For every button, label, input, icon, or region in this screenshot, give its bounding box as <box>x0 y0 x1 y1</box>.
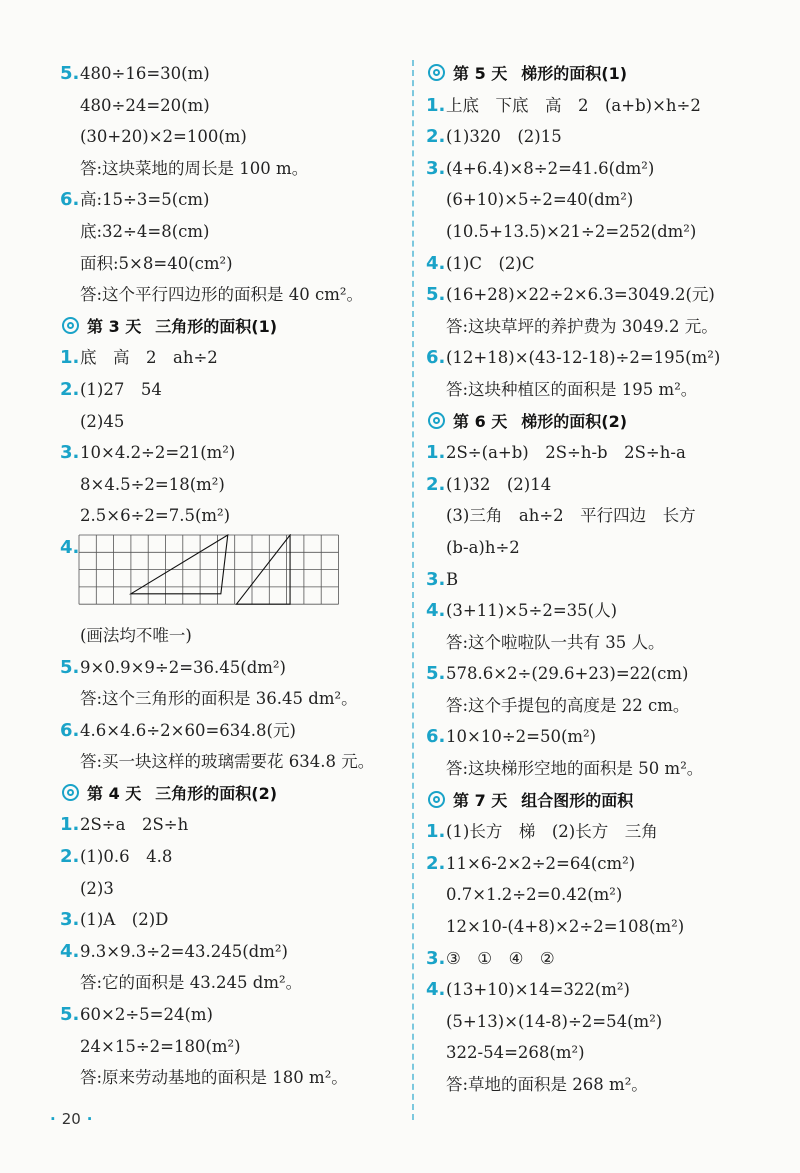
circle-bullet-icon <box>62 784 79 801</box>
answer-line <box>426 153 786 185</box>
answer-continuation <box>60 1062 405 1094</box>
answer-line <box>60 841 405 873</box>
answer-text: 答:这个手提包的高度是 22 cm。 <box>446 695 690 715</box>
answer-line <box>60 437 405 469</box>
answer-line <box>60 652 405 684</box>
answer-text: 答:这个平行四边形的面积是 40 cm²。 <box>80 285 364 305</box>
answer-continuation <box>426 911 786 943</box>
answer-continuation <box>426 216 786 248</box>
section-title: 三角形的面积(1) <box>155 316 278 336</box>
answer-text: (30+20)×2=100(m) <box>80 127 247 147</box>
answer-text: ③ ① ④ ② <box>446 948 555 968</box>
answer-continuation <box>60 500 405 532</box>
answer-continuation <box>426 184 786 216</box>
footer-dot-icon: · <box>50 1110 56 1128</box>
question-number: 4. <box>426 979 446 1001</box>
answer-continuation <box>60 1031 405 1063</box>
answer-text: (3+11)×5÷2=35(人) <box>446 601 618 621</box>
section-day: 第 7 天 <box>453 790 508 810</box>
section-heading <box>426 785 786 817</box>
answer-text: 10×10÷2=50(m²) <box>446 727 597 747</box>
question-number: 2. <box>426 852 446 874</box>
answer-text: (1)27 54 <box>80 379 162 399</box>
answer-text: 4.6×4.6÷2×60=634.8(元) <box>80 720 296 740</box>
page-footer <box>44 1110 99 1128</box>
answer-text: 24×15÷2=180(m²) <box>80 1036 241 1056</box>
section-day: 第 4 天 <box>87 783 142 803</box>
answer-line <box>60 999 405 1031</box>
answer-text: (1)320 (2)15 <box>446 127 562 147</box>
answer-continuation <box>426 311 786 343</box>
answer-line <box>60 936 405 968</box>
answer-line <box>426 943 786 975</box>
question-number: 4. <box>426 600 446 622</box>
answer-line <box>60 58 405 90</box>
question-number: 3. <box>426 568 446 590</box>
answer-text: 答:买一块这样的玻璃需要花 634.8 元。 <box>80 752 375 772</box>
answer-continuation <box>426 690 786 722</box>
circle-bullet-icon <box>428 412 445 429</box>
answer-text: (1)长方 梯 (2)长方 三角 <box>446 822 658 842</box>
question-number: 2. <box>426 126 446 148</box>
answer-text: (b-a)h÷2 <box>446 537 520 557</box>
answer-text: 2S÷(a+b) 2S÷h-b 2S÷h-a <box>446 443 686 463</box>
section-heading <box>426 58 786 90</box>
answer-continuation <box>60 216 405 248</box>
grid-answer <box>60 532 405 620</box>
answer-text: (10.5+13.5)×21÷2=252(dm²) <box>446 221 697 241</box>
answer-text: B <box>446 569 459 589</box>
answer-text: 11×6-2×2÷2=64(cm²) <box>446 853 636 873</box>
section-title: 三角形的面积(2) <box>155 783 278 803</box>
answer-line <box>60 904 405 936</box>
answer-text: 60×2÷5=24(m) <box>80 1005 213 1025</box>
question-number: 1. <box>426 94 446 116</box>
answer-text: 2S÷a 2S÷h <box>80 815 189 835</box>
answer-line <box>60 715 405 747</box>
answer-line <box>426 848 786 880</box>
answer-continuation <box>60 121 405 153</box>
question-number: 1. <box>426 821 446 843</box>
answer-continuation <box>426 1037 786 1069</box>
question-number: 6. <box>60 189 80 211</box>
answer-line <box>426 595 786 627</box>
answer-text: 9.3×9.3÷2=43.245(dm²) <box>80 941 288 961</box>
answer-text: (1)A (2)D <box>80 910 169 930</box>
section-title: 梯形的面积(2) <box>521 411 628 431</box>
answer-continuation <box>60 406 405 438</box>
answer-text: 8×4.5÷2=18(m²) <box>80 474 225 494</box>
triangle-shape <box>131 535 228 594</box>
answer-text: 答:它的面积是 43.245 dm²。 <box>80 973 303 993</box>
answer-text: 480÷24=20(m) <box>80 95 210 115</box>
circle-bullet-icon <box>428 791 445 808</box>
answer-line <box>426 121 786 153</box>
answer-line <box>60 374 405 406</box>
answer-text: 答:这块种植区的面积是 195 m²。 <box>446 379 698 399</box>
circle-bullet-icon <box>62 317 79 334</box>
answer-text: 答:这个三角形的面积是 36.45 dm²。 <box>80 689 358 709</box>
question-number: 6. <box>60 719 80 741</box>
answer-text: 12×10-(4+8)×2÷2=108(m²) <box>446 917 685 937</box>
answer-text: (5+13)×(14-8)÷2=54(m²) <box>446 1011 663 1031</box>
answer-continuation <box>60 620 405 652</box>
answer-text: 答:这块草坪的养护费为 3049.2 元。 <box>446 316 718 336</box>
answer-text: (4+6.4)×8÷2=41.6(dm²) <box>446 158 655 178</box>
answer-continuation <box>60 90 405 122</box>
answer-text: (13+10)×14=322(m²) <box>446 980 630 1000</box>
right-column <box>426 58 786 1101</box>
answer-text: 答:这块菜地的周长是 100 m。 <box>80 158 309 178</box>
question-number: 4. <box>60 940 80 962</box>
answer-continuation <box>426 627 786 659</box>
answer-line <box>426 469 786 501</box>
question-number: 5. <box>60 63 80 84</box>
question-number: 3. <box>426 157 446 179</box>
answer-text: 答:这块梯形空地的面积是 50 m²。 <box>446 759 704 779</box>
answer-text: 面积:5×8=40(cm²) <box>80 253 233 273</box>
answer-continuation <box>60 967 405 999</box>
circle-bullet-icon <box>428 64 445 81</box>
question-number: 5. <box>60 656 80 678</box>
answer-continuation <box>426 374 786 406</box>
question-number: 3. <box>60 909 80 931</box>
answer-line <box>60 184 405 216</box>
answer-line <box>426 248 786 280</box>
question-number: 2. <box>60 846 80 868</box>
answer-line <box>60 342 405 374</box>
answer-line <box>60 809 405 841</box>
answer-text: (1)32 (2)14 <box>446 474 552 494</box>
answer-line <box>426 90 786 122</box>
answer-continuation <box>60 153 405 185</box>
answer-text: (12+18)×(43-12-18)÷2=195(m²) <box>446 348 721 368</box>
section-heading <box>426 406 786 438</box>
answer-continuation <box>426 500 786 532</box>
answer-continuation <box>426 879 786 911</box>
section-heading <box>60 311 405 343</box>
question-number: 5. <box>60 1004 80 1026</box>
answer-line <box>426 437 786 469</box>
answer-continuation <box>60 683 405 715</box>
question-number: 2. <box>60 378 80 400</box>
answer-text: 2.5×6÷2=7.5(m²) <box>80 506 231 526</box>
answer-line <box>426 279 786 311</box>
answer-text: (2)3 <box>80 878 114 898</box>
grid-drawing <box>78 534 340 605</box>
answer-text: 高:15÷3=5(cm) <box>80 190 210 210</box>
answer-text: 答:原来劳动基地的面积是 180 m²。 <box>80 1068 348 1088</box>
answer-continuation <box>60 746 405 778</box>
answer-text: 底 高 2 ah÷2 <box>80 348 218 368</box>
question-number: 4. <box>60 536 80 558</box>
answer-text: (3)三角 ah÷2 平行四边 长方 <box>446 506 696 526</box>
answer-line <box>426 816 786 848</box>
left-column <box>60 58 405 1094</box>
answer-continuation <box>426 1069 786 1101</box>
answer-text: (1)0.6 4.8 <box>80 847 173 867</box>
answer-continuation <box>60 873 405 905</box>
question-number: 1. <box>426 442 446 464</box>
answer-continuation <box>426 532 786 564</box>
footer-dot-icon: · <box>86 1110 93 1128</box>
answer-continuation <box>60 279 405 311</box>
question-number: 1. <box>60 814 80 836</box>
question-number: 3. <box>426 947 446 969</box>
question-number: 1. <box>60 347 80 369</box>
answer-text: (1)C (2)C <box>446 253 535 273</box>
answer-text: 0.7×1.2÷2=0.42(m²) <box>446 885 623 905</box>
answer-continuation <box>426 753 786 785</box>
section-day: 第 3 天 <box>87 316 142 336</box>
answer-continuation <box>426 1006 786 1038</box>
answer-text: 578.6×2÷(29.6+23)=22(cm) <box>446 664 689 684</box>
answer-text: (16+28)×22÷2×6.3=3049.2(元) <box>446 285 715 305</box>
section-title: 组合图形的面积 <box>521 790 634 810</box>
answer-text: 480÷16=30(m) <box>80 64 210 83</box>
section-day: 第 5 天 <box>453 64 508 83</box>
question-number: 3. <box>60 442 80 464</box>
answer-text: 10×4.2÷2=21(m²) <box>80 443 236 463</box>
question-number: 2. <box>426 473 446 495</box>
question-number: 5. <box>426 663 446 685</box>
answer-line <box>426 342 786 374</box>
question-number: 5. <box>426 284 446 306</box>
answer-text: 9×0.9×9÷2=36.45(dm²) <box>80 657 286 677</box>
answer-text: 上底 下底 高 2 (a+b)×h÷2 <box>446 95 701 115</box>
question-number: 4. <box>426 252 446 274</box>
page-number: 20 <box>61 1110 81 1128</box>
section-title: 梯形的面积(1) <box>521 64 628 83</box>
section-heading <box>60 778 405 810</box>
answer-line <box>426 721 786 753</box>
answer-line <box>426 974 786 1006</box>
answer-text: 322-54=268(m²) <box>446 1043 585 1063</box>
answer-line <box>426 564 786 596</box>
answer-continuation <box>60 469 405 501</box>
answer-text: 底:32÷4=8(cm) <box>80 221 210 241</box>
answer-line <box>426 658 786 690</box>
section-day: 第 6 天 <box>453 411 508 431</box>
answer-text: 答:这个啦啦队一共有 35 人。 <box>446 632 665 652</box>
answer-text: (2)45 <box>80 411 125 431</box>
question-number: 6. <box>426 347 446 369</box>
column-divider <box>412 60 414 1120</box>
question-number: 6. <box>426 726 446 748</box>
answer-text: (6+10)×5÷2=40(dm²) <box>446 190 634 210</box>
answer-text: (画法均不唯一) <box>80 625 192 645</box>
answer-text: 答:草地的面积是 268 m²。 <box>446 1075 648 1094</box>
answer-continuation <box>60 248 405 280</box>
